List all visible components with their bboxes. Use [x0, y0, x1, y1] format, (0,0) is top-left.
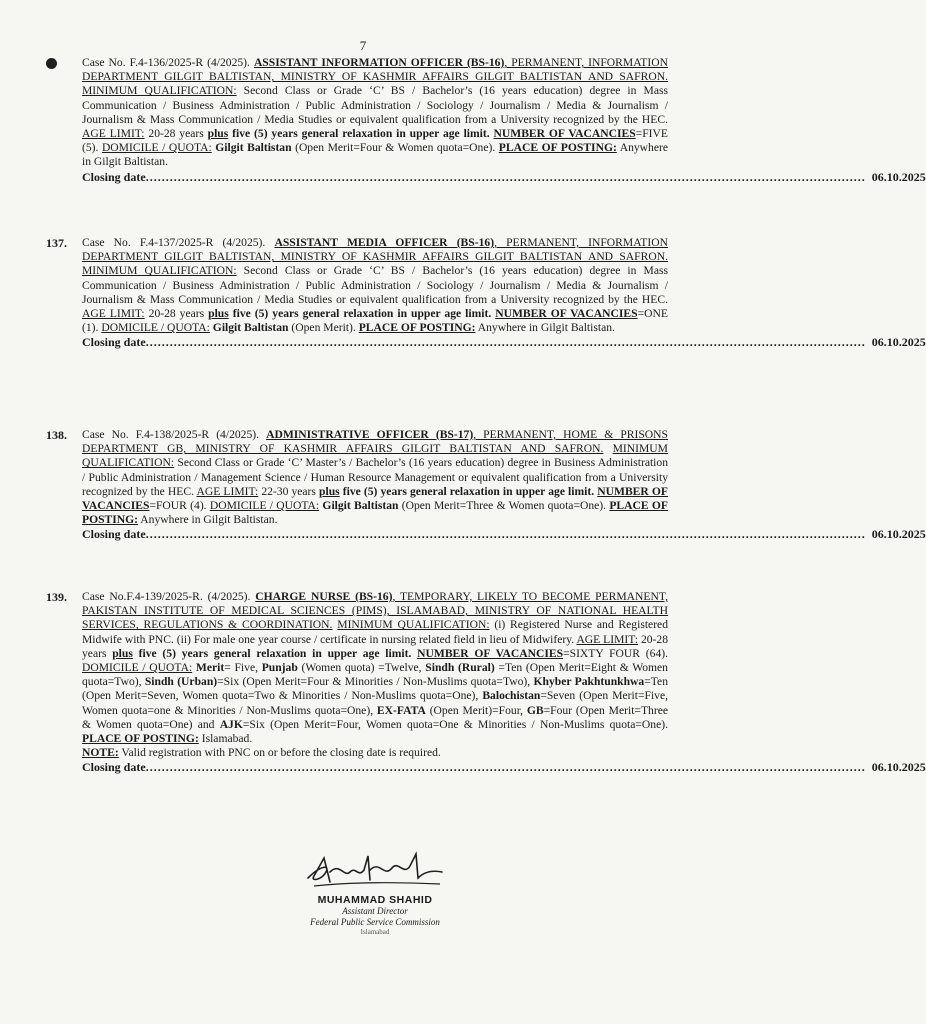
signatory-organization: Federal Public Service Commission [310, 917, 440, 927]
note-label: NOTE: [82, 746, 119, 760]
case-text-segment: plus [112, 646, 133, 660]
case-text-segment: Case No.F.4-139/2025-R. (4/2025). [82, 590, 256, 603]
case-text-segment: Case No. F.4-136/2025-R (4/2025). [82, 56, 254, 69]
case-text-segment: DOMICILE / QUOTA: [82, 661, 193, 675]
case-text-segment: =FIVE (5). [82, 127, 668, 155]
closing-label: Closing date [82, 527, 146, 542]
case-text-segment: (Open Merit=Three & Women quota=One). [398, 499, 610, 513]
note [82, 746, 668, 760]
page-number: 7 [359, 38, 367, 53]
signatory-name: MUHAMMAD SHAHID [317, 894, 433, 906]
closing-date-line [82, 527, 926, 542]
case-text-segment: NUMBER OF VACANCIES [82, 484, 668, 513]
case-text-segment: Sindh (Urban) [144, 675, 218, 689]
case-text-segment: =Ten (Open Merit=Seven, Women quota=Two & Minorities / Non-Muslims quota=One), [82, 675, 668, 703]
case-text-segment: EX-FATA [376, 703, 426, 717]
case-text-segment: =Ten (Open Merit=Eight & Women quota=Two), [82, 661, 668, 689]
closing-label: Closing date [82, 760, 146, 775]
case-text-segment: = Five, [224, 661, 262, 675]
case-text-segment: 20-28 years [82, 632, 668, 660]
case-137 [46, 236, 926, 350]
case-text-segment: , PERMANENT, INFORMATION DEPARTMENT GILGIT BALTISTAN, MINISTRY OF KASHMIR AFFAIRS GILGIT BALTISTAN AND SAFRON. [82, 236, 668, 264]
case-text-segment: (i) Registered Nurse and Registered Midwife with PNC. (ii) For male one year course / certificate in nursing related field in lieu of Midwifery. [82, 618, 668, 646]
case-text-segment: Second Class or Grade ‘C’ Master’s / Bachelor’s (16 years education) degree in Business Administration / Public Administration / Management Science / Human Resource Management or equivalent qualification from a University recognized by the HEC. [82, 456, 668, 498]
case-text-segment: Case No. F.4-138/2025-R (4/2025). [82, 428, 267, 441]
case-text-segment: Islamabad. [198, 732, 253, 746]
closing-date: 06.10.2025 [871, 335, 926, 350]
case-text-segment: NUMBER OF VACANCIES [493, 127, 636, 141]
closing-label: Closing date [82, 169, 146, 184]
signature-block [280, 848, 470, 937]
signatory-city: Islamabad [360, 928, 390, 936]
case-text-segment: Anywhere in Gilgit Baltistan. [138, 513, 278, 527]
case-text-segment: five (5) years general relaxation in upper age limit. [339, 484, 598, 498]
case-text-segment: MINIMUM QUALIFICATION: [82, 442, 668, 470]
case-text-segment: Gilgit Baltistan [212, 321, 289, 335]
case-text-segment: Merit [195, 661, 225, 675]
case-136 [46, 56, 926, 184]
case-text-segment: CHARGE NURSE (BS-16) [255, 590, 393, 603]
case-text-segment: =SIXTY FOUR (64). [563, 646, 668, 660]
case-text-segment: Second Class or Grade ‘C’ BS / Bachelor’s (16 years education) degree in Mass Communication / Business Administration / Public Administration / Sociology / Journalism / Media & Journalism / Journalism & Mass Communication / Media Studies or equivalent qualification from a University recognized by the HEC. [82, 84, 668, 126]
case-text-segment: plus [319, 484, 340, 498]
case-text-segment: , PERMANENT, HOME & PRISONS DEPARTMENT GB, MINISTRY OF KASHMIR AFFAIRS GILGIT BALTISTAN AND SAFRON. [82, 428, 668, 456]
case-text-segment [603, 442, 612, 455]
case-text-segment: Sindh (Rural) [425, 661, 495, 675]
case-text-segment: five (5) years general relaxation in upper age limit. [228, 307, 496, 321]
case-text-segment: Gilgit Baltistan [322, 499, 399, 513]
closing-date-line [82, 335, 926, 350]
case-text-segment: (Open Merit)=Four, [425, 703, 527, 717]
case-text-segment: Second Class or Grade ‘C’ BS / Bachelor’s (16 years education) degree in Mass Communication / Business Administration / Public Administration / Sociology / Journalism / Media & Journalism / Journalism & Mass Communication / Media Studies or equivalent qualification from a University recognized by the HEC. [82, 264, 668, 306]
case-text-segment: =ONE (1). [82, 307, 668, 335]
case-text-segment: (Women quota) =Twelve, [297, 661, 426, 675]
case-text-segment: ASSISTANT MEDIA OFFICER (BS-16) [274, 236, 495, 249]
case-text-segment: AGE LIMIT: [82, 307, 145, 321]
case-text-segment: =Four (Open Merit=Three & Women quota=One) and [82, 703, 668, 731]
case-text-segment: NUMBER OF VACANCIES [495, 307, 638, 321]
case-text-segment: ADMINISTRATIVE OFFICER (BS-17) [266, 428, 474, 441]
case-text-segment: plus [207, 127, 229, 141]
case-text-segment: DOMICILE / QUOTA: [101, 141, 212, 155]
case-text-segment: Anywhere in Gilgit Baltistan. [475, 321, 615, 335]
case-text-segment: Balochistan [482, 689, 541, 703]
case-text-segment: plus [208, 307, 229, 321]
closing-date-line [82, 760, 926, 775]
case-text [82, 428, 668, 527]
case-text-segment: 20-28 years [144, 307, 209, 321]
closing-label: Closing date [82, 335, 146, 350]
case-text-segment: =Six (Open Merit=Four, Women quota=One & Minorities / Non-Muslims quota=One). [242, 717, 668, 731]
case-text-segment: , PERMANENT, INFORMATION DEPARTMENT GILGIT BALTISTAN, MINISTRY OF KASHMIR AFFAIRS GILGIT BALTISTAN AND SAFRON. [82, 56, 668, 84]
signatory-title: Assistant Director [342, 906, 408, 916]
case-text-segment: PLACE OF POSTING: [498, 141, 617, 155]
case-text-segment: five (5) years general relaxation in upper age limit. [228, 127, 494, 141]
case-text-segment: MINIMUM QUALIFICATION: [337, 618, 490, 632]
leader-dots: .................................................................................................................................................................................... [145, 169, 866, 184]
case-text-segment: 22-30 years [258, 484, 320, 498]
case-text [82, 590, 668, 746]
case-text-segment: GB [526, 703, 544, 717]
case-text-segment: PLACE OF POSTING: [358, 321, 476, 335]
case-number: 139. [46, 590, 67, 604]
case-text-segment: 20-28 years [144, 127, 208, 141]
case-text-segment: =FOUR (4). [149, 499, 210, 513]
case-text-segment: (Open Merit). [288, 321, 359, 335]
leader-dots: .................................................................................................................................................................................... [145, 335, 866, 350]
case-text-segment: five (5) years general relaxation in upper age limit. [132, 646, 418, 660]
case-text-segment: AGE LIMIT: [82, 127, 145, 141]
case-text-segment: , TEMPORARY, LIKELY TO BECOME PERMANENT, PAKISTAN INSTITUTE OF MEDICAL SCIENCES (PIMS), ISLAMABAD, MINISTRY OF NATIONAL HEALTH SERVICES, REGULATIONS & COORDINATION. [82, 590, 669, 632]
closing-date-line [82, 169, 926, 184]
closing-date: 06.10.2025 [871, 760, 926, 775]
case-text-segment: Khyber Pakhtunkhwa [533, 675, 645, 689]
case-number: 137. [46, 236, 67, 250]
leader-dots: .................................................................................................................................................................................... [145, 527, 866, 542]
case-text-segment: Anywhere in Gilgit Baltistan. [82, 141, 668, 169]
case-text-segment: AGE LIMIT: [196, 484, 259, 498]
case-text-segment: =Seven (Open Merit=Five, Women quota=one & Minorities / Non-Muslims quota=One), [82, 689, 669, 717]
case-number: 138. [46, 428, 67, 442]
case-text-segment: Case No. F.4-137/2025-R (4/2025). [82, 236, 275, 249]
case-text-segment: PLACE OF POSTING: [82, 732, 199, 746]
closing-date: 06.10.2025 [871, 169, 926, 184]
case-text-segment: Punjab [261, 661, 298, 675]
case-text-segment: DOMICILE / QUOTA: [209, 499, 320, 513]
note-text: Valid registration with PNC on or before the closing date is required. [118, 746, 441, 760]
case-text-segment: AJK [219, 717, 243, 731]
case-text-segment: PLACE OF POSTING: [82, 499, 668, 527]
case-text-segment: MINIMUM QUALIFICATION: [82, 84, 237, 98]
signature-mark [300, 848, 450, 892]
closing-date: 06.10.2025 [871, 527, 926, 542]
case-text-segment: DOMICILE / QUOTA: [101, 321, 210, 335]
case-text-segment: Gilgit Baltistan [215, 141, 292, 155]
case-text-segment: AGE LIMIT: [576, 632, 639, 646]
case-text [82, 56, 668, 170]
case-text-segment: NUMBER OF VACANCIES [417, 646, 564, 660]
case-text [82, 236, 668, 335]
leader-dots: .................................................................................................................................................................................... [145, 760, 866, 775]
case-139 [46, 590, 926, 775]
case-number: 6. [46, 56, 55, 70]
case-text-segment: (Open Merit=Four & Women quota=One). [291, 141, 499, 155]
case-138 [46, 428, 926, 542]
case-text-segment: =Six (Open Merit=Four & Minorities / Non-Muslims quota=Two), [217, 675, 534, 689]
case-text-segment: MINIMUM QUALIFICATION: [82, 264, 237, 278]
case-text-segment: ASSISTANT INFORMATION OFFICER (BS-16) [253, 56, 505, 69]
